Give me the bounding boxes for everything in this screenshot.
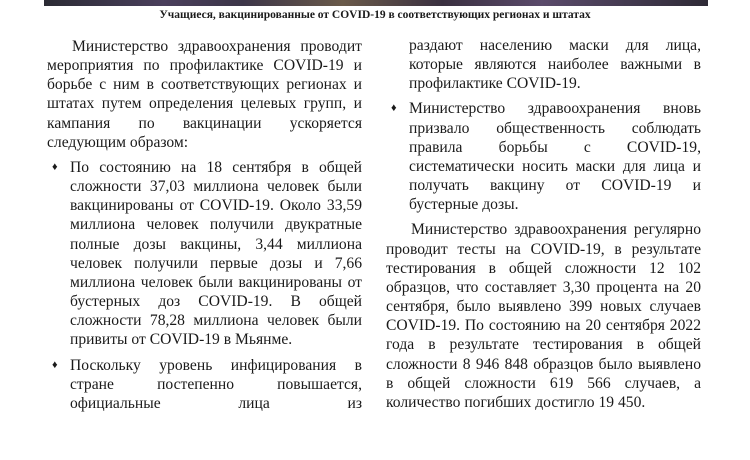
bullet-rules (386, 99, 701, 214)
continuation-text: раздают населению маски для лица, которые являются наиболее важными в профилактике COVID-19. (409, 37, 701, 93)
bullet-text: Поскольку уровень инфицирования в стране постепенно повышается, официальные лица из (70, 356, 362, 412)
bullet-icon: ♦ (391, 102, 397, 115)
bullet-masks (47, 356, 362, 413)
figure-caption: Учащиеся, вакцинированные от COVID-19 в соответствующих регионах и штатах (159, 9, 591, 21)
bullet-text: По состоянию на 18 сентября в общей сложности 37,03 миллиона человек были вакцинированы от COVID-19. Около 33,59 миллиона человек получили двукратные полные дозы вакцины, 3,44 миллиона человек получили первые дозы и 7,66 миллиона человек были вакцинированы от бустерных доз COVID-19. В общей сложности 78,28 миллиона человек были привиты от COVID-19 в Мьянме. (70, 158, 362, 349)
right-column (386, 36, 701, 412)
left-column (47, 37, 362, 413)
photo-strip (44, 0, 708, 6)
bullet-icon: ♦ (52, 160, 58, 173)
bullet-icon: ♦ (52, 358, 58, 371)
intro-paragraph: Министерство здравоохранения проводит мероприятия по профилактике COVID-19 и борьбе с ним в соответствующих регионах и штатах путем определения целевых групп, и кампания по вакцинации ускоряется следующим образом: (47, 38, 362, 151)
bullet-text: Министерство здравоохранения вновь призвало общественность соблюдать правила борьбы с COVID-19, систематически носить маски для лица и получать вакцину от COVID-19 и бустерные дозы. (409, 100, 701, 214)
bullet-vaccination (47, 158, 362, 350)
testing-paragraph: Министерство здравоохранения регулярно проводит тесты на COVID-19, в результате тестирования в общей сложности 12 102 образцов, что составляет 3,30 процента на 20 сентября, было выявлено 399 новых случаев COVID-19. По состоянию на 20 сентября 2022 года в результате тестирования в общей сложности 8 946 848 образцов было выявлено в общей сложности 619 566 случаев, а количество погибших достигло 19 450. (386, 221, 701, 411)
